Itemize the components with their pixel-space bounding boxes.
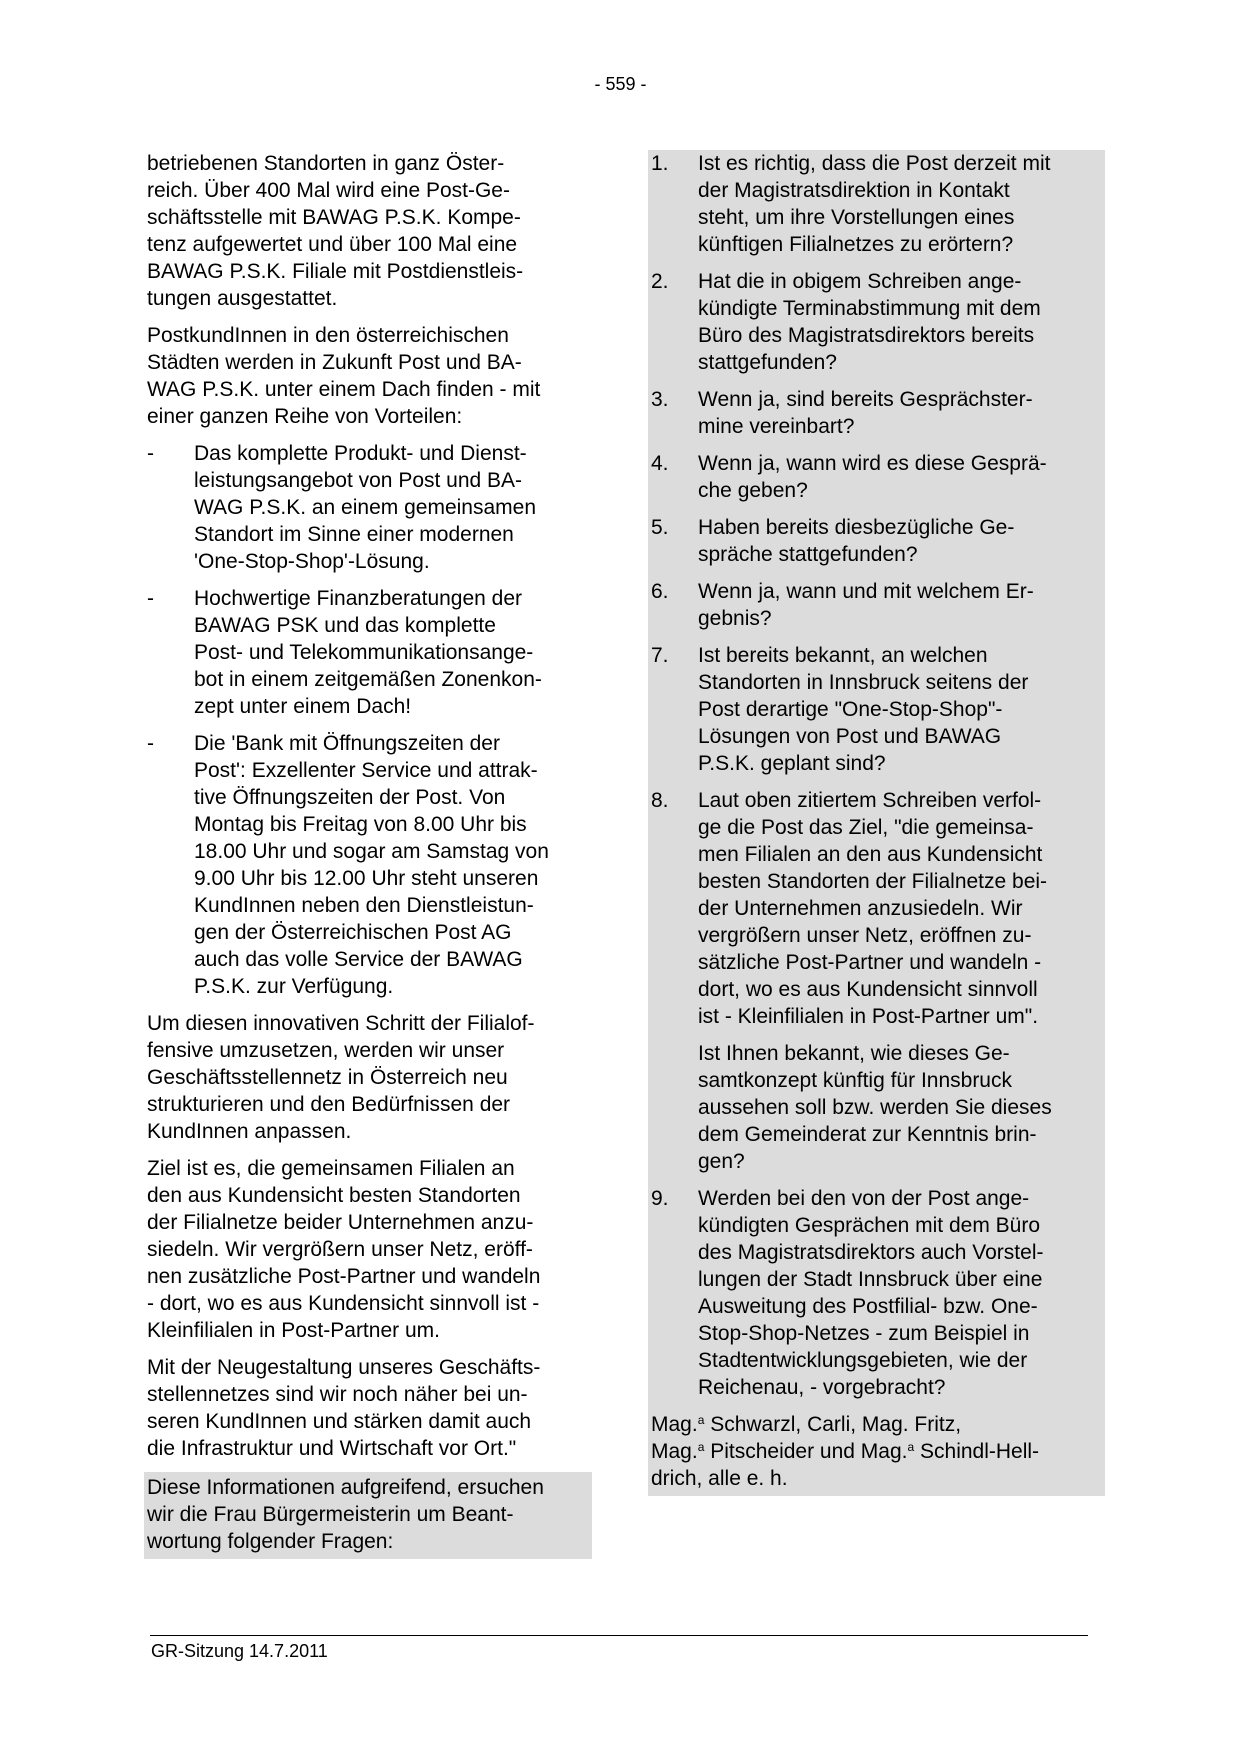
list-marker: -	[147, 732, 154, 755]
question-number: 7.	[651, 644, 669, 667]
footer-divider	[150, 1635, 1088, 1636]
list-marker: -	[147, 442, 154, 465]
signature-superscript: a	[697, 1413, 705, 1427]
question-number: 1.	[651, 152, 669, 175]
left-column	[147, 150, 587, 1559]
question-text: Laut oben zitiertem Schreiben verfol- ge die Post das Ziel, "die gemeinsa- men Filialen an den aus Kundensicht besten Standorten der Filialnetze bei- der Unternehmen anzusiedeln. Wir vergrößern unser Netz, eröffnen zu- sätzliche Post-Partner und wandeln - dort, wo es aus Kundensicht sinnvoll ist - Kleinfilialen in Post-Partner um".	[698, 789, 1048, 1028]
question-item	[651, 578, 1102, 632]
question-text: Wenn ja, sind bereits Gesprächster- mine vereinbart?	[698, 388, 1033, 438]
page-number: - 559 -	[594, 74, 647, 94]
paragraph-closing-3: Mit der Neugestaltung unseres Geschäfts- stellennetzes sind wir noch näher bei un- seren KundInnen und stärken damit auch die Infrastruktur und Wirtschaft vor Ort."	[147, 1356, 541, 1460]
question-text: Ist bereits bekannt, an welchen Standorten in Innsbruck seitens der Post derartige "One-Stop-Shop"- Lösungen von Post und BAWAG P.S.K. geplant sind?	[698, 644, 1029, 775]
question-item	[651, 642, 1102, 777]
paragraph-intro-2: PostkundInnen in den österreichischen Städten werden in Zukunft Post und BA- WAG P.S.K. unter einem Dach finden - mit einer ganzen Reihe von Vorteilen:	[147, 324, 541, 428]
question-number: 2.	[651, 270, 669, 293]
question-number: 6.	[651, 580, 669, 603]
signature-superscript: a	[907, 1440, 915, 1454]
question-text: Hat die in obigem Schreiben ange- kündigte Terminabstimmung mit dem Büro des Magistratsdirektors bereits stattgefunden?	[698, 270, 1041, 374]
signature-names: Schindl-Hell-	[914, 1440, 1040, 1463]
paragraph-closing-2: Ziel ist es, die gemeinsamen Filialen an den aus Kundensicht besten Standorten der Filialnetze beider Unternehmen anzu- siedeln. Wir vergrößern unser Netz, eröff- nen zusätzliche Post-Partner und wandeln - dort, wo es aus Kundensicht sinnvoll ist - Kleinfilialen in Post-Partner um.	[147, 1157, 541, 1342]
list-item-text: Hochwertige Finanzberatungen der BAWAG PSK und das komplette Post- und Telekommunikationsange- bot in einem zeitgemäßen Zonenkon- zept unter einem Dach!	[194, 587, 542, 718]
signature-block	[651, 1411, 1102, 1492]
question-continuation: Ist Ihnen bekannt, wie dieses Ge- samtkonzept künftig für Innsbruck aussehen soll bzw. werden Sie dieses dem Gemeinderat zur Kenntnis brin- gen?	[698, 1042, 1052, 1173]
question-item	[651, 268, 1102, 376]
list-item	[147, 730, 587, 1000]
signature-names: Pitscheider und Mag.	[704, 1440, 908, 1463]
question-item	[651, 1185, 1102, 1401]
signature-superscript: a	[697, 1440, 705, 1454]
list-item-text: Die 'Bank mit Öffnungszeiten der Post': Exzellenter Service und attrak- tive Öffnungszeiten der Post. Von Montag bis Freitag von 8.00 Uhr bis 18.00 Uhr und sogar am Samstag von 9.00 Uhr bis 12.00 Uhr steht unseren KundInnen neben den Dienstleistun- gen der Österreichischen Post AG auch das volle Service der BAWAG P.S.K. zur Verfügung.	[194, 732, 549, 998]
question-text: Ist es richtig, dass die Post derzeit mit der Magistratsdirektion in Kontakt steht, um ihre Vorstellungen eines künftigen Filialnetzes zu erörtern?	[698, 152, 1051, 256]
paragraph-closing-1: Um diesen innovativen Schritt der Filialof- fensive umzusetzen, werden wir unser Geschäftsstellennetz in Österreich neu strukturieren und den Bedürfnissen der KundInnen anpassen.	[147, 1012, 535, 1143]
question-text: Wenn ja, wann wird es diese Gesprä- che geben?	[698, 452, 1047, 502]
question-number: 9.	[651, 1187, 669, 1210]
list-item	[147, 585, 587, 720]
list-item-text: Das komplette Produkt- und Dienst- leistungsangebot von Post und BA- WAG P.S.K. an einem gemeinsamen Standort im Sinne einer modernen 'One-Stop-Shop'-Lösung.	[194, 442, 536, 573]
paragraph-intro-1: betriebenen Standorten in ganz Öster- reich. Über 400 Mal wird eine Post-Ge- schäftsstelle mit BAWAG P.S.K. Kompe- tenz aufgewertet und über 100 Mal eine BAWAG P.S.K. Filiale mit Postdienstleis- tungen ausgestattet.	[147, 152, 524, 310]
footer-text: GR-Sitzung 14.7.2011	[151, 1641, 328, 1661]
question-item	[651, 787, 1102, 1030]
question-text: Wenn ja, wann und mit welchem Er- gebnis?	[698, 580, 1034, 630]
signature-names: Schwarzl, Carli, Mag. Fritz,	[704, 1413, 962, 1436]
signature-title: Mag.	[651, 1413, 698, 1436]
questions-block	[648, 150, 1105, 1496]
question-text: Haben bereits diesbezügliche Ge- spräche stattgefunden?	[698, 516, 1015, 566]
request-paragraph: Diese Informationen aufgreifend, ersuchen wir die Frau Bürgermeisterin um Beant- wortung folgender Fragen:	[144, 1472, 592, 1559]
list-item	[147, 440, 587, 575]
question-item	[651, 150, 1102, 258]
signature-title: Mag.	[651, 1440, 698, 1463]
question-item	[651, 514, 1102, 568]
question-item	[651, 450, 1102, 504]
question-number: 4.	[651, 452, 669, 475]
right-column	[651, 150, 1097, 1496]
question-item	[651, 386, 1102, 440]
question-number: 5.	[651, 516, 669, 539]
question-number: 3.	[651, 388, 669, 411]
question-text: Werden bei den von der Post ange- kündigten Gesprächen mit dem Büro des Magistratsdirektors auch Vorstel- lungen der Stadt Innsbruck über eine Ausweitung des Postfilial- bzw. One- Stop-Shop-Netzes - zum Beispiel in Stadtentwicklungsgebieten, wie der Reichenau, - vorgebracht?	[698, 1187, 1044, 1399]
list-marker: -	[147, 587, 154, 610]
question-number: 8.	[651, 789, 669, 812]
signature-names: drich, alle e. h.	[651, 1467, 788, 1490]
